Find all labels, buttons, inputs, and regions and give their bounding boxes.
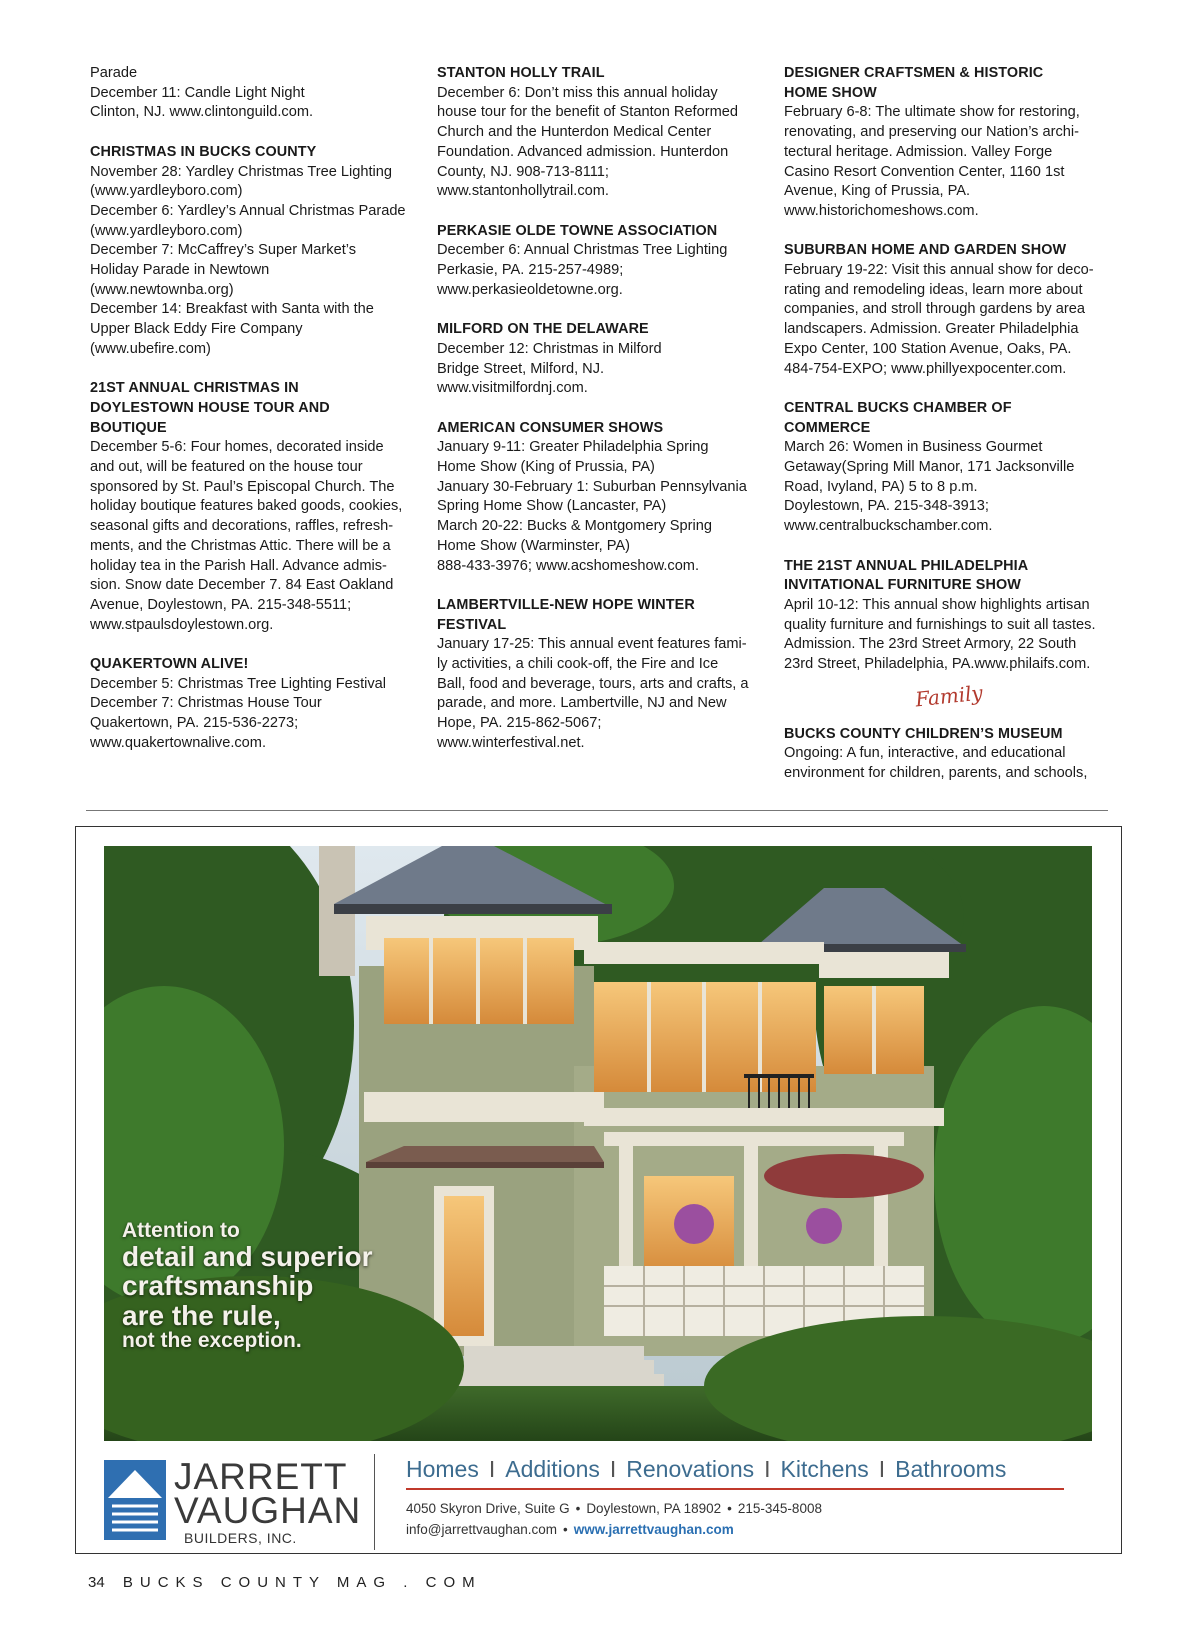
event-text: December 5-6: Four homes, decorated inside bbox=[90, 439, 384, 456]
event-text: Ball, food and beverage, tours, arts and crafts, a bbox=[437, 675, 749, 692]
event-text: parade, and more. Lambertville, NJ and New bbox=[437, 695, 727, 712]
event-text: Getaway(Spring Mill Manor, 171 Jacksonville bbox=[784, 459, 1075, 476]
event-text: December 5: Christmas Tree Lighting Festival bbox=[90, 675, 387, 692]
event-title: QUAKERTOWN ALIVE! bbox=[90, 656, 249, 673]
event-text: December 6: Don’t miss this annual holiday bbox=[437, 84, 718, 101]
event-text: seasonal gifts and decorations, raffles, refresh- bbox=[90, 518, 394, 535]
event-entry bbox=[437, 64, 767, 202]
event-entry bbox=[437, 596, 767, 754]
house-logo-icon bbox=[104, 1460, 166, 1540]
event-text: December 12: Christmas in Milford bbox=[437, 340, 662, 357]
event-text: (www.yardleyboro.com) bbox=[90, 222, 243, 239]
event-entry bbox=[437, 222, 767, 301]
event-text: sion. Snow date December 7. 84 East Oakland bbox=[90, 577, 394, 594]
event-text: Home Show (Warminster, PA) bbox=[437, 537, 631, 554]
event-entry bbox=[784, 557, 1114, 675]
event-text: 484-754-EXPO; www.phillyexpocenter.com. bbox=[784, 360, 1067, 377]
ad-divider bbox=[374, 1454, 375, 1550]
service-homes: Homes bbox=[406, 1456, 479, 1482]
event-text: Casino Resort Convention Center, 1160 1st bbox=[784, 163, 1065, 180]
event-column-2 bbox=[437, 64, 767, 773]
event-title: AMERICAN CONSUMER SHOWS bbox=[437, 419, 664, 436]
tagline-line: craftsmanship bbox=[122, 1270, 314, 1302]
event-text: (www.ubefire.com) bbox=[90, 340, 211, 357]
event-text: www.visitmilfordnj.com. bbox=[437, 380, 588, 397]
page-footer bbox=[88, 1574, 482, 1591]
family-section-heading: Family bbox=[914, 680, 984, 712]
event-title: DESIGNER CRAFTSMEN & HISTORIC bbox=[784, 65, 1044, 81]
event-text: renovating, and preserving our Nation’s archi- bbox=[784, 124, 1080, 141]
email-link[interactable]: info@jarrettvaughan.com bbox=[406, 1522, 558, 1537]
event-text: November 28: Yardley Christmas Tree Lighting bbox=[90, 163, 393, 180]
event-text: www.perkasieoldetowne.org. bbox=[437, 281, 623, 298]
event-text: December 6: Yardley’s Annual Christmas Parade bbox=[90, 202, 406, 219]
event-text: www.historichomeshows.com. bbox=[784, 202, 979, 219]
event-text: www.winterfestival.net. bbox=[437, 734, 585, 751]
event-text: Bridge Street, Milford, NJ. bbox=[437, 360, 605, 377]
event-text: Avenue, Doylestown, PA. 215-348-5511; bbox=[90, 596, 352, 613]
event-text: Ongoing: A fun, interactive, and educational bbox=[784, 745, 1066, 762]
event-title: LAMBERTVILLE-NEW HOPE WINTER bbox=[437, 596, 695, 613]
event-text: (www.yardleyboro.com) bbox=[90, 183, 243, 200]
event-text: Hope, PA. 215-862-5067; bbox=[437, 715, 602, 732]
event-entry bbox=[90, 655, 420, 754]
event-text: February 6-8: The ultimate show for restoring, bbox=[784, 104, 1080, 121]
event-text: January 17-25: This annual event features fami- bbox=[437, 636, 747, 653]
tagline-line: not the exception. bbox=[122, 1329, 302, 1353]
event-text: December 14: Breakfast with Santa with the bbox=[90, 301, 374, 318]
event-title: STANTON HOLLY TRAIL bbox=[437, 65, 605, 81]
event-text: 23rd Street, Philadelphia, PA.www.philaifs.com. bbox=[784, 656, 1091, 673]
event-text: Clinton, NJ. www.clintonguild.com. bbox=[90, 104, 314, 121]
event-text: ments, and the Christmas Attic. There will be a bbox=[90, 537, 391, 554]
event-text: January 9-11: Greater Philadelphia Spring bbox=[437, 439, 709, 456]
event-text: tectural heritage. Admission. Valley Forge bbox=[784, 143, 1053, 160]
event-text: Parade bbox=[90, 65, 138, 81]
bullet: • bbox=[727, 1501, 732, 1516]
event-title: INVITATIONAL FURNITURE SHOW bbox=[784, 577, 1021, 594]
event-title: CENTRAL BUCKS CHAMBER OF bbox=[784, 399, 1012, 416]
event-entry bbox=[437, 419, 767, 577]
event-text: January 30-February 1: Suburban Pennsylvania bbox=[437, 478, 747, 495]
event-entry bbox=[90, 64, 420, 123]
event-entry bbox=[784, 241, 1114, 379]
event-entry bbox=[784, 725, 1114, 784]
event-text: Road, Ivyland, PA) 5 to 8 p.m. bbox=[784, 478, 978, 495]
event-text: and out, will be featured on the house tour bbox=[90, 459, 363, 476]
event-text: www.stantonhollytrail.com. bbox=[437, 183, 609, 200]
event-title: HOME SHOW bbox=[784, 84, 877, 101]
event-text: December 6: Annual Christmas Tree Lighting bbox=[437, 242, 728, 259]
event-entry bbox=[784, 399, 1114, 537]
event-text: County, NJ. 908-713-8111; bbox=[437, 163, 609, 180]
event-title: DOYLESTOWN HOUSE TOUR AND bbox=[90, 399, 330, 416]
event-text: www.stpaulsdoylestown.org. bbox=[90, 616, 274, 633]
bullet: • bbox=[575, 1501, 581, 1516]
event-text: December 11: Candle Light Night bbox=[90, 84, 305, 101]
event-text: rating and remodeling ideas, learn more about bbox=[784, 281, 1083, 298]
event-text: companies, and stroll through gardens by area bbox=[784, 301, 1085, 318]
event-text: Church and the Hunterdon Medical Center bbox=[437, 124, 712, 141]
event-text: www.centralbuckschamber.com. bbox=[784, 518, 993, 535]
section-divider bbox=[86, 810, 1108, 811]
tagline-line: detail and superior bbox=[122, 1241, 373, 1273]
event-text: holiday boutique features baked goods, cookies, bbox=[90, 498, 403, 515]
magazine-url: BUCKS COUNTY MAG . COM bbox=[122, 1574, 482, 1591]
service-additions: Additions bbox=[505, 1456, 600, 1482]
event-text: Avenue, King of Prussia, PA. bbox=[784, 183, 971, 200]
event-title: COMMERCE bbox=[784, 419, 871, 436]
event-entry bbox=[784, 64, 1114, 222]
website-link[interactable]: www.jarrettvaughan.com bbox=[573, 1522, 734, 1537]
event-text: April 10-12: This annual show highlights artisan bbox=[784, 596, 1090, 613]
tagline-line: are the rule, bbox=[122, 1299, 281, 1331]
service-renovations: Renovations bbox=[626, 1456, 755, 1482]
service-separator: I bbox=[488, 1456, 496, 1482]
event-text: www.quakertownalive.com. bbox=[90, 734, 267, 751]
event-text: Spring Home Show (Lancaster, PA) bbox=[437, 498, 667, 515]
service-separator: I bbox=[764, 1456, 771, 1482]
event-text: Admission. The 23rd Street Armory, 22 South bbox=[784, 636, 1077, 653]
street-address: 4050 Skyron Drive, Suite G bbox=[406, 1501, 570, 1516]
logo-name-1: JARRETT bbox=[174, 1456, 348, 1497]
event-title: THE 21ST ANNUAL PHILADELPHIA bbox=[784, 557, 1029, 574]
phone-number: 215-345-8008 bbox=[737, 1501, 822, 1516]
event-text: December 7: McCaffrey’s Super Market’s bbox=[90, 242, 357, 259]
event-entry bbox=[437, 320, 767, 399]
event-text: Doylestown, PA. 215-348-3913; bbox=[784, 498, 989, 515]
event-title: 21ST ANNUAL CHRISTMAS IN bbox=[90, 380, 299, 397]
ad-tagline bbox=[122, 1220, 373, 1352]
jarrett-vaughan-logo bbox=[104, 1456, 362, 1546]
event-text: house tour for the benefit of Stanton Reformed bbox=[437, 104, 738, 121]
event-text: Upper Black Eddy Fire Company bbox=[90, 321, 303, 338]
event-text: 888-433-3976; www.acshomeshow.com. bbox=[437, 557, 700, 574]
event-title: FESTIVAL bbox=[437, 616, 507, 633]
service-bathrooms: Bathrooms bbox=[895, 1456, 1007, 1482]
event-column-3 bbox=[784, 64, 1114, 804]
event-title: SUBURBAN HOME AND GARDEN SHOW bbox=[784, 242, 1067, 259]
event-title: CHRISTMAS IN BUCKS COUNTY bbox=[90, 143, 317, 160]
event-column-1 bbox=[90, 64, 420, 773]
tagline-line: Attention to bbox=[122, 1219, 240, 1242]
event-text: Home Show (King of Prussia, PA) bbox=[437, 459, 655, 476]
event-text: (www.newtownba.org) bbox=[90, 281, 234, 298]
event-title: MILFORD ON THE DELAWARE bbox=[437, 321, 649, 338]
event-text: environment for children, parents, and schools, bbox=[784, 765, 1088, 782]
event-entry bbox=[90, 379, 420, 635]
services-underline bbox=[406, 1488, 1064, 1490]
event-title: BUCKS COUNTY CHILDREN’S MUSEUM bbox=[784, 725, 1063, 742]
logo-name-2: VAUGHAN bbox=[174, 1490, 362, 1531]
event-title: BOUTIQUE bbox=[90, 419, 167, 436]
event-text: landscapers. Admission. Greater Philadelphia bbox=[784, 321, 1079, 338]
event-text: ly activities, a chili cook-off, the Fire and Ice bbox=[437, 656, 719, 673]
service-kitchens: Kitchens bbox=[780, 1456, 869, 1482]
event-text: Holiday Parade in Newtown bbox=[90, 262, 270, 279]
event-text: quality furniture and furnishings to suit all tastes. bbox=[784, 616, 1096, 633]
event-text: February 19-22: Visit this annual show for deco- bbox=[784, 262, 1094, 279]
event-text: Foundation. Advanced admission. Hunterdon bbox=[437, 143, 729, 160]
contact-info bbox=[406, 1498, 822, 1540]
event-title: PERKASIE OLDE TOWNE ASSOCIATION bbox=[437, 222, 718, 239]
city-address: Doylestown, PA 18902 bbox=[586, 1501, 722, 1516]
event-text: March 26: Women in Business Gourmet bbox=[784, 439, 1043, 456]
event-text: Expo Center, 100 Station Avenue, Oaks, PA. bbox=[784, 340, 1072, 357]
event-entry bbox=[90, 143, 420, 360]
event-text: Quakertown, PA. 215-536-2273; bbox=[90, 715, 299, 732]
page-number: 34 bbox=[88, 1574, 105, 1591]
event-text: sponsored by St. Paul’s Episcopal Church. The bbox=[90, 478, 395, 495]
event-text: holiday tea in the Parish Hall. Advance admis- bbox=[90, 557, 387, 574]
logo-subtitle: BUILDERS, INC. bbox=[184, 1530, 297, 1546]
bullet: • bbox=[563, 1522, 568, 1537]
event-text: Perkasie, PA. 215-257-4989; bbox=[437, 262, 624, 279]
services-list bbox=[406, 1456, 1066, 1483]
service-separator: I bbox=[878, 1456, 886, 1482]
event-text: December 7: Christmas House Tour bbox=[90, 695, 322, 712]
event-text: March 20-22: Bucks & Montgomery Spring bbox=[437, 518, 712, 535]
service-separator: I bbox=[609, 1456, 617, 1482]
